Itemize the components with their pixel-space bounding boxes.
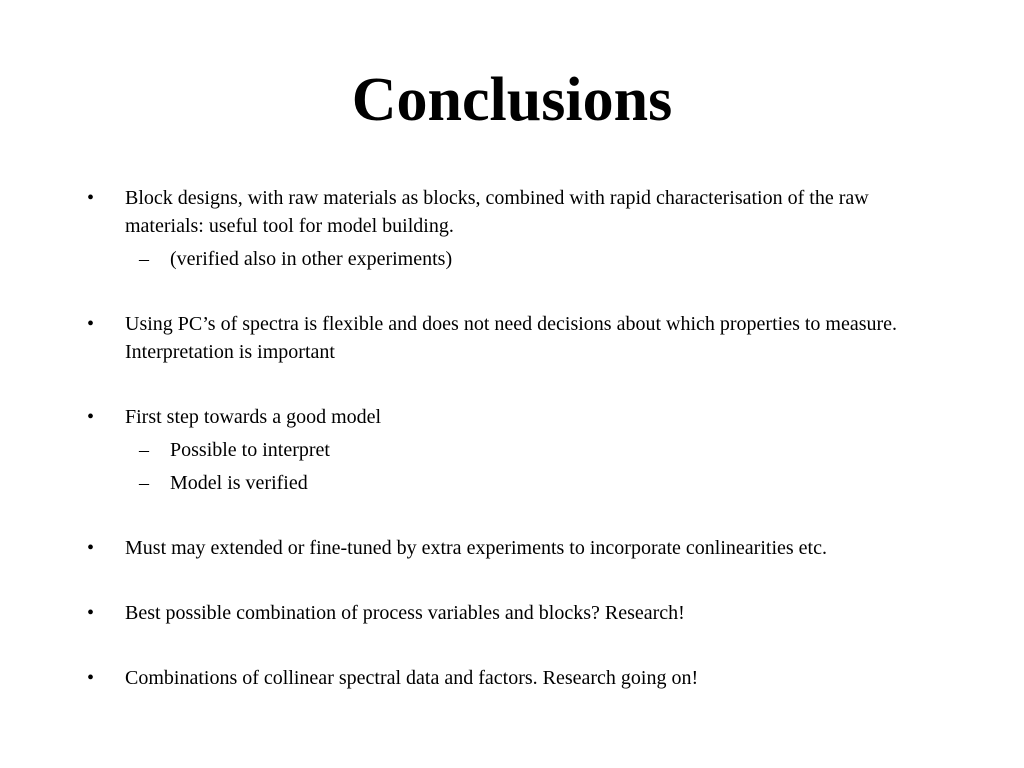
bullet-text: Using PC’s of spectra is flexible and does not need decisions about which properties to measure. Interpretation is important	[125, 313, 898, 363]
slide-title: Conclusions	[351, 66, 673, 134]
bullet-text: Must may extended or fine-tuned by extra experiments to incorporate conlinearities etc.	[125, 537, 827, 559]
sub-bullet-text: (verified also in other experiments)	[170, 248, 453, 270]
bullet-icon: •	[87, 187, 95, 209]
bullet-text: Combinations of collinear spectral data and factors. Research going on!	[125, 667, 699, 689]
bullet-item	[0, 310, 1024, 366]
dash-icon: –	[139, 248, 149, 270]
bullet-text: Best possible combination of process variables and blocks? Research!	[125, 602, 685, 624]
bullet-list	[0, 184, 1024, 692]
bullet-icon: •	[87, 313, 95, 335]
bullet-item	[0, 403, 1024, 497]
bullet-icon: •	[87, 537, 95, 559]
sub-bullet-text: Model is verified	[170, 472, 308, 494]
dash-icon: –	[139, 439, 149, 461]
bullet-text: Block designs, with raw materials as blocks, combined with rapid characterisation of the raw materials: useful tool for model building.	[125, 187, 869, 237]
sub-bullet-item	[125, 469, 944, 497]
bullet-item	[0, 534, 1024, 562]
bullet-item	[0, 664, 1024, 692]
bullet-item	[0, 599, 1024, 627]
bullet-icon: •	[87, 602, 95, 624]
sub-bullet-item	[125, 245, 944, 273]
bullet-icon: •	[87, 667, 95, 689]
sub-bullet-item	[125, 436, 944, 464]
dash-icon: –	[139, 472, 149, 494]
bullet-item	[0, 184, 1024, 273]
bullet-icon: •	[87, 406, 95, 428]
bullet-text: First step towards a good model	[125, 406, 382, 428]
sub-bullet-text: Possible to interpret	[170, 439, 330, 461]
